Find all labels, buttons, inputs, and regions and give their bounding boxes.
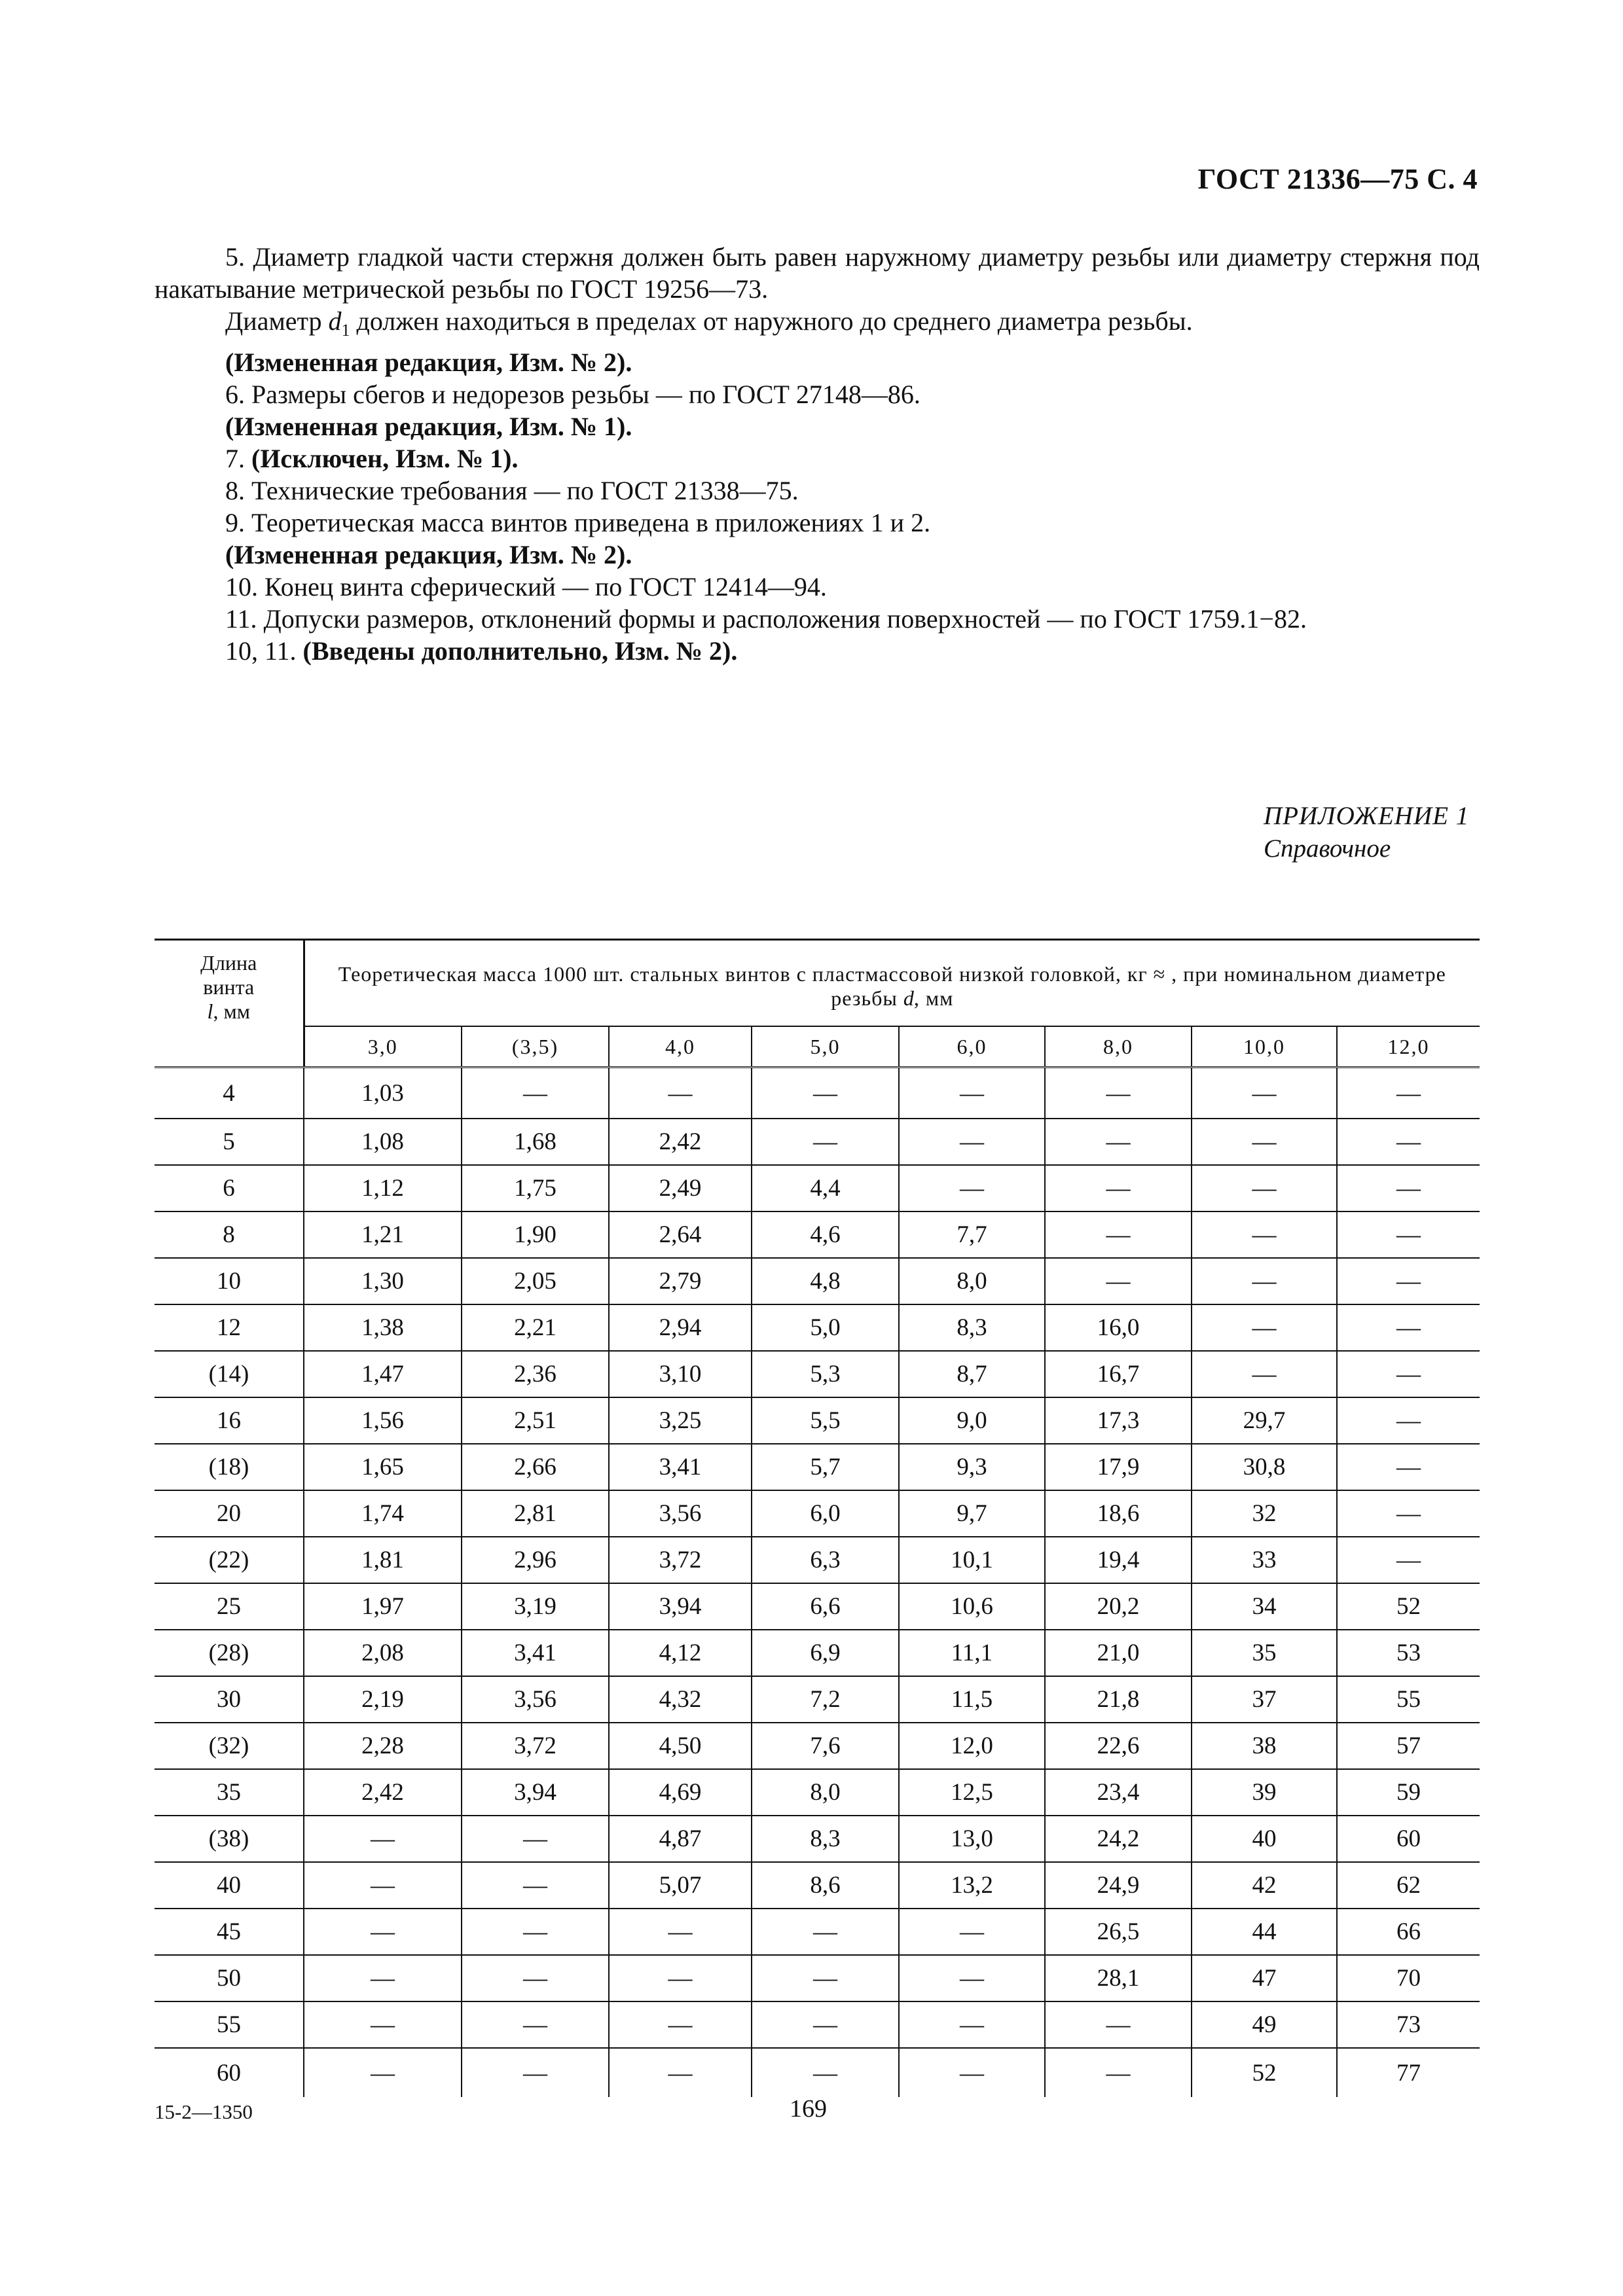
- table-row: [155, 1769, 1480, 1816]
- mass-cell: 11,1: [899, 1630, 1045, 1676]
- mass-cell: 1,30: [304, 1258, 462, 1304]
- mass-cell: 3,56: [609, 1490, 752, 1537]
- mass-cell: —: [1192, 1211, 1337, 1258]
- mass-cell: —: [1045, 1067, 1192, 1119]
- mass-cell: 2,42: [304, 1769, 462, 1816]
- mass-cell: 22,6: [1045, 1723, 1192, 1769]
- length-cell: 25: [155, 1583, 304, 1630]
- table-row: [155, 1955, 1480, 2001]
- mass-cell: 3,41: [462, 1630, 609, 1676]
- paragraph-6: 6. Размеры сбегов и недорезов резьбы — по ГОСТ 27148—86.: [225, 380, 921, 409]
- mass-cell: —: [1337, 1444, 1480, 1490]
- mass-cell: 18,6: [1045, 1490, 1192, 1537]
- diameter-header: 5,0: [752, 1026, 899, 1067]
- mass-cell: —: [1192, 1351, 1337, 1397]
- length-cell: 12: [155, 1304, 304, 1351]
- mass-cell: —: [1337, 1490, 1480, 1537]
- mass-cell: 2,19: [304, 1676, 462, 1723]
- mass-cell: 2,96: [462, 1537, 609, 1583]
- page-number: 169: [790, 2095, 827, 2123]
- mass-cell: —: [462, 2001, 609, 2048]
- mass-cell: 2,79: [609, 1258, 752, 1304]
- mass-cell: 32: [1192, 1490, 1337, 1537]
- mass-cell: —: [1337, 1258, 1480, 1304]
- length-cell: 6: [155, 1165, 304, 1211]
- mass-cell: 1,68: [462, 1119, 609, 1165]
- mass-cell: —: [899, 1955, 1045, 2001]
- mass-cell: 1,21: [304, 1211, 462, 1258]
- table-row: [155, 1258, 1480, 1304]
- mass-cell: 42: [1192, 1862, 1337, 1909]
- mass-cell: 2,51: [462, 1397, 609, 1444]
- mass-cell: —: [1045, 2048, 1192, 2097]
- table-row: [155, 1165, 1480, 1211]
- mass-cell: 8,0: [899, 1258, 1045, 1304]
- mass-cell: —: [609, 2001, 752, 2048]
- table-row: [155, 1862, 1480, 1909]
- mass-cell: 1,12: [304, 1165, 462, 1211]
- mass-cell: —: [1192, 1119, 1337, 1165]
- mass-cell: —: [899, 1909, 1045, 1955]
- mass-cell: 5,3: [752, 1351, 899, 1397]
- mass-cell: 21,0: [1045, 1630, 1192, 1676]
- table-row: [155, 1583, 1480, 1630]
- mass-cell: —: [304, 1816, 462, 1862]
- mass-cell: 21,8: [1045, 1676, 1192, 1723]
- mass-cell: 2,28: [304, 1723, 462, 1769]
- mass-cell: 26,5: [1045, 1909, 1192, 1955]
- paragraph-diameter: Диаметр $d_1$ должен находиться в пределах от наружного до среднего диаметра резьбы.: [225, 306, 1193, 340]
- mass-cell: 1,47: [304, 1351, 462, 1397]
- mass-cell: 2,94: [609, 1304, 752, 1351]
- mass-cell: 7,6: [752, 1723, 899, 1769]
- length-cell: 10: [155, 1258, 304, 1304]
- symbol-d: d: [328, 306, 342, 336]
- length-cell: 60: [155, 2048, 304, 2097]
- mass-cell: —: [1045, 1165, 1192, 1211]
- mass-cell: —: [899, 1067, 1045, 1119]
- mass-cell: 5,5: [752, 1397, 899, 1444]
- diameter-header: (3,5): [462, 1026, 609, 1067]
- mass-cell: —: [609, 1955, 752, 2001]
- mass-cell: —: [1337, 1067, 1480, 1119]
- table-row: [155, 2048, 1480, 2097]
- mass-cell: 19,4: [1045, 1537, 1192, 1583]
- mass-cell: 35: [1192, 1630, 1337, 1676]
- mass-cell: 23,4: [1045, 1769, 1192, 1816]
- diameter-header: 12,0: [1337, 1026, 1480, 1067]
- mass-cell: 2,21: [462, 1304, 609, 1351]
- paragraph-11: 11. Допуски размеров, отклонений формы и расположения поверхностей — по ГОСТ 1759.1−82.: [225, 604, 1307, 634]
- body-text: [155, 241, 1480, 667]
- diameter-header: 10,0: [1192, 1026, 1337, 1067]
- mass-cell: 1,74: [304, 1490, 462, 1537]
- mass-cell: —: [899, 2048, 1045, 2097]
- mass-cell: —: [899, 1165, 1045, 1211]
- mass-cell: 40: [1192, 1816, 1337, 1862]
- mass-cell: 8,7: [899, 1351, 1045, 1397]
- mass-cell: —: [1192, 1165, 1337, 1211]
- appendix-subtitle: Справочное: [1264, 834, 1391, 863]
- mass-cell: 34: [1192, 1583, 1337, 1630]
- length-cell: 40: [155, 1862, 304, 1909]
- length-cell: 8: [155, 1211, 304, 1258]
- mass-cell: 38: [1192, 1723, 1337, 1769]
- mass-cell: 16,7: [1045, 1351, 1192, 1397]
- mass-cell: —: [609, 1909, 752, 1955]
- mass-cell: 1,90: [462, 1211, 609, 1258]
- mass-cell: 4,12: [609, 1630, 752, 1676]
- mass-cell: —: [462, 1862, 609, 1909]
- mass-cell: 2,05: [462, 1258, 609, 1304]
- mass-cell: —: [462, 2048, 609, 2097]
- diameter-header: 4,0: [609, 1026, 752, 1067]
- mass-cell: 2,81: [462, 1490, 609, 1537]
- mass-cell: —: [1045, 2001, 1192, 2048]
- table-row: [155, 1723, 1480, 1769]
- mass-cell: 10,1: [899, 1537, 1045, 1583]
- table-row: [155, 1630, 1480, 1676]
- table-row: [155, 1067, 1480, 1119]
- mass-cell: 1,56: [304, 1397, 462, 1444]
- paragraph-5: 5. Диаметр гладкой части стержня должен быть равен наружному диаметру резьбы или диаметру стержня под накатывание метрической резьбы по ГОСТ 19256—73.: [155, 242, 1480, 304]
- mass-cell: 4,4: [752, 1165, 899, 1211]
- length-cell: 45: [155, 1909, 304, 1955]
- mass-cell: —: [752, 1909, 899, 1955]
- table-row: [155, 1119, 1480, 1165]
- mass-cell: 8,3: [899, 1304, 1045, 1351]
- mass-cell: —: [1045, 1211, 1192, 1258]
- length-cell: (14): [155, 1351, 304, 1397]
- mass-cell: 29,7: [1192, 1397, 1337, 1444]
- mass-cell: —: [609, 1067, 752, 1119]
- table-row: [155, 1490, 1480, 1537]
- mass-cell: 7,7: [899, 1211, 1045, 1258]
- mass-cell: 9,0: [899, 1397, 1045, 1444]
- table-row: [155, 1351, 1480, 1397]
- table-row: [155, 1537, 1480, 1583]
- mass-cell: 53: [1337, 1630, 1480, 1676]
- diameter-header: 6,0: [899, 1026, 1045, 1067]
- length-cell: (32): [155, 1723, 304, 1769]
- mass-cell: 2,64: [609, 1211, 752, 1258]
- mass-cell: —: [304, 2001, 462, 2048]
- table-row: [155, 1816, 1480, 1862]
- mass-cell: —: [899, 1119, 1045, 1165]
- mass-cell: 1,03: [304, 1067, 462, 1119]
- length-cell: 4: [155, 1067, 304, 1119]
- mass-cell: —: [1192, 1258, 1337, 1304]
- mass-cell: 3,94: [462, 1769, 609, 1816]
- mass-cell: —: [1337, 1165, 1480, 1211]
- mass-cell: 12,5: [899, 1769, 1045, 1816]
- mass-cell: 13,2: [899, 1862, 1045, 1909]
- mass-cell: 3,56: [462, 1676, 609, 1723]
- mass-cell: 10,6: [899, 1583, 1045, 1630]
- document-code: ГОСТ 21336—75 С. 4: [1197, 163, 1478, 195]
- mass-cell: 39: [1192, 1769, 1337, 1816]
- diameter-header: 8,0: [1045, 1026, 1192, 1067]
- mass-cell: 3,72: [462, 1723, 609, 1769]
- mass-cell: 3,19: [462, 1583, 609, 1630]
- mass-cell: —: [752, 2001, 899, 2048]
- mass-cell: 1,97: [304, 1583, 462, 1630]
- mass-cell: 52: [1192, 2048, 1337, 2097]
- mass-cell: 8,0: [752, 1769, 899, 1816]
- mass-cell: —: [752, 1119, 899, 1165]
- mass-cell: 57: [1337, 1723, 1480, 1769]
- mass-cell: —: [1337, 1537, 1480, 1583]
- mass-cell: 8,3: [752, 1816, 899, 1862]
- amendment-note: (Измененная редакция, Изм. № 1).: [225, 412, 632, 441]
- mass-cell: —: [304, 1909, 462, 1955]
- mass-cell: 62: [1337, 1862, 1480, 1909]
- mass-cell: 2,49: [609, 1165, 752, 1211]
- mass-cell: —: [1337, 1351, 1480, 1397]
- mass-cell: 2,66: [462, 1444, 609, 1490]
- mass-cell: —: [304, 1955, 462, 2001]
- mass-cell: 5,07: [609, 1862, 752, 1909]
- length-cell: 16: [155, 1397, 304, 1444]
- mass-cell: —: [752, 1067, 899, 1119]
- mass-cell: 47: [1192, 1955, 1337, 2001]
- mass-cell: 9,7: [899, 1490, 1045, 1537]
- mass-cell: 66: [1337, 1909, 1480, 1955]
- table-title: Теоретическая масса 1000 шт. стальных винтов с пластмассовой низкой головкой, кг ≈ , при номинальном диаметре резьбы d, мм: [304, 940, 1480, 1027]
- mass-cell: 55: [1337, 1676, 1480, 1723]
- length-cell: 20: [155, 1490, 304, 1537]
- mass-cell: 4,6: [752, 1211, 899, 1258]
- mass-cell: 1,38: [304, 1304, 462, 1351]
- length-cell: 35: [155, 1769, 304, 1816]
- amendment-note: (Измененная редакция, Изм. № 2).: [225, 348, 632, 377]
- mass-cell: 2,36: [462, 1351, 609, 1397]
- mass-cell: —: [304, 1862, 462, 1909]
- paragraph-10-11: 10, 11. (Введены дополнительно, Изм. № 2).: [225, 636, 738, 666]
- paragraph-7: 7. (Исключен, Изм. № 1).: [225, 444, 519, 473]
- table-row: [155, 1444, 1480, 1490]
- appendix-heading: [1264, 800, 1469, 865]
- mass-cell: 49: [1192, 2001, 1337, 2048]
- length-cell: 55: [155, 2001, 304, 2048]
- table-row: [155, 1397, 1480, 1444]
- mass-cell: 3,10: [609, 1351, 752, 1397]
- length-cell: 50: [155, 1955, 304, 2001]
- amendment-note: (Измененная редакция, Изм. № 2).: [225, 540, 632, 569]
- mass-cell: 3,25: [609, 1397, 752, 1444]
- mass-cell: 77: [1337, 2048, 1480, 2097]
- mass-cell: 4,32: [609, 1676, 752, 1723]
- mass-cell: —: [899, 2001, 1045, 2048]
- mass-cell: 17,3: [1045, 1397, 1192, 1444]
- mass-cell: 59: [1337, 1769, 1480, 1816]
- paragraph-10: 10. Конец винта сферический — по ГОСТ 12414—94.: [225, 572, 827, 601]
- length-cell: (22): [155, 1537, 304, 1583]
- mass-cell: 6,9: [752, 1630, 899, 1676]
- mass-cell: 4,69: [609, 1769, 752, 1816]
- mass-cell: 4,8: [752, 1258, 899, 1304]
- mass-cell: —: [1337, 1397, 1480, 1444]
- mass-cell: —: [1337, 1304, 1480, 1351]
- mass-cell: —: [752, 1955, 899, 2001]
- diameter-header: 3,0: [304, 1026, 462, 1067]
- mass-cell: 3,94: [609, 1583, 752, 1630]
- mass-cell: —: [752, 2048, 899, 2097]
- mass-cell: 16,0: [1045, 1304, 1192, 1351]
- mass-cell: 9,3: [899, 1444, 1045, 1490]
- mass-cell: —: [609, 2048, 752, 2097]
- table-row: [155, 1211, 1480, 1258]
- mass-cell: 7,2: [752, 1676, 899, 1723]
- mass-cell: —: [1337, 1119, 1480, 1165]
- length-cell: 30: [155, 1676, 304, 1723]
- table-row: [155, 2001, 1480, 2048]
- mass-cell: 1,08: [304, 1119, 462, 1165]
- mass-cell: 30,8: [1192, 1444, 1337, 1490]
- print-code: 15-2—1350: [155, 2100, 253, 2123]
- mass-cell: 2,08: [304, 1630, 462, 1676]
- mass-cell: 70: [1337, 1955, 1480, 2001]
- mass-cell: —: [462, 1955, 609, 2001]
- length-cell: 5: [155, 1119, 304, 1165]
- table-row: [155, 1676, 1480, 1723]
- length-cell: (38): [155, 1816, 304, 1862]
- mass-cell: 33: [1192, 1537, 1337, 1583]
- mass-table: [155, 939, 1480, 2097]
- mass-cell: —: [1045, 1119, 1192, 1165]
- mass-cell: —: [462, 1909, 609, 1955]
- mass-cell: 24,9: [1045, 1862, 1192, 1909]
- mass-cell: 6,6: [752, 1583, 899, 1630]
- mass-cell: —: [462, 1067, 609, 1119]
- mass-cell: 17,9: [1045, 1444, 1192, 1490]
- length-cell: (18): [155, 1444, 304, 1490]
- table-row: [155, 1304, 1480, 1351]
- mass-cell: —: [462, 1816, 609, 1862]
- mass-cell: 13,0: [899, 1816, 1045, 1862]
- paragraph-8: 8. Технические требования — по ГОСТ 21338—75.: [225, 476, 799, 505]
- mass-cell: 3,72: [609, 1537, 752, 1583]
- length-cell: (28): [155, 1630, 304, 1676]
- table-body: [155, 1067, 1480, 2098]
- mass-cell: 37: [1192, 1676, 1337, 1723]
- mass-cell: 52: [1337, 1583, 1480, 1630]
- mass-cell: 5,0: [752, 1304, 899, 1351]
- mass-cell: 4,87: [609, 1816, 752, 1862]
- mass-cell: 24,2: [1045, 1816, 1192, 1862]
- subscript-1: 1: [341, 321, 350, 340]
- mass-cell: 20,2: [1045, 1583, 1192, 1630]
- mass-cell: —: [1337, 1211, 1480, 1258]
- appendix-title: ПРИЛОЖЕНИЕ 1: [1264, 802, 1470, 830]
- mass-cell: 5,7: [752, 1444, 899, 1490]
- mass-cell: —: [1192, 1067, 1337, 1119]
- length-header: Длина винта l, мм: [155, 940, 304, 1067]
- mass-cell: —: [1045, 1258, 1192, 1304]
- mass-cell: 1,75: [462, 1165, 609, 1211]
- mass-cell: 60: [1337, 1816, 1480, 1862]
- mass-cell: 6,0: [752, 1490, 899, 1537]
- mass-cell: 1,65: [304, 1444, 462, 1490]
- mass-cell: —: [304, 2048, 462, 2097]
- mass-cell: 11,5: [899, 1676, 1045, 1723]
- mass-cell: 8,6: [752, 1862, 899, 1909]
- mass-cell: 44: [1192, 1909, 1337, 1955]
- mass-cell: —: [1192, 1304, 1337, 1351]
- paragraph-9: 9. Теоретическая масса винтов приведена в приложениях 1 и 2.: [225, 508, 931, 537]
- mass-cell: 73: [1337, 2001, 1480, 2048]
- mass-cell: 28,1: [1045, 1955, 1192, 2001]
- diameter-header-row: [155, 1026, 1480, 1067]
- mass-cell: 4,50: [609, 1723, 752, 1769]
- mass-cell: 6,3: [752, 1537, 899, 1583]
- table-row: [155, 1909, 1480, 1955]
- mass-cell: 12,0: [899, 1723, 1045, 1769]
- mass-cell: 1,81: [304, 1537, 462, 1583]
- mass-cell: 3,41: [609, 1444, 752, 1490]
- mass-cell: 2,42: [609, 1119, 752, 1165]
